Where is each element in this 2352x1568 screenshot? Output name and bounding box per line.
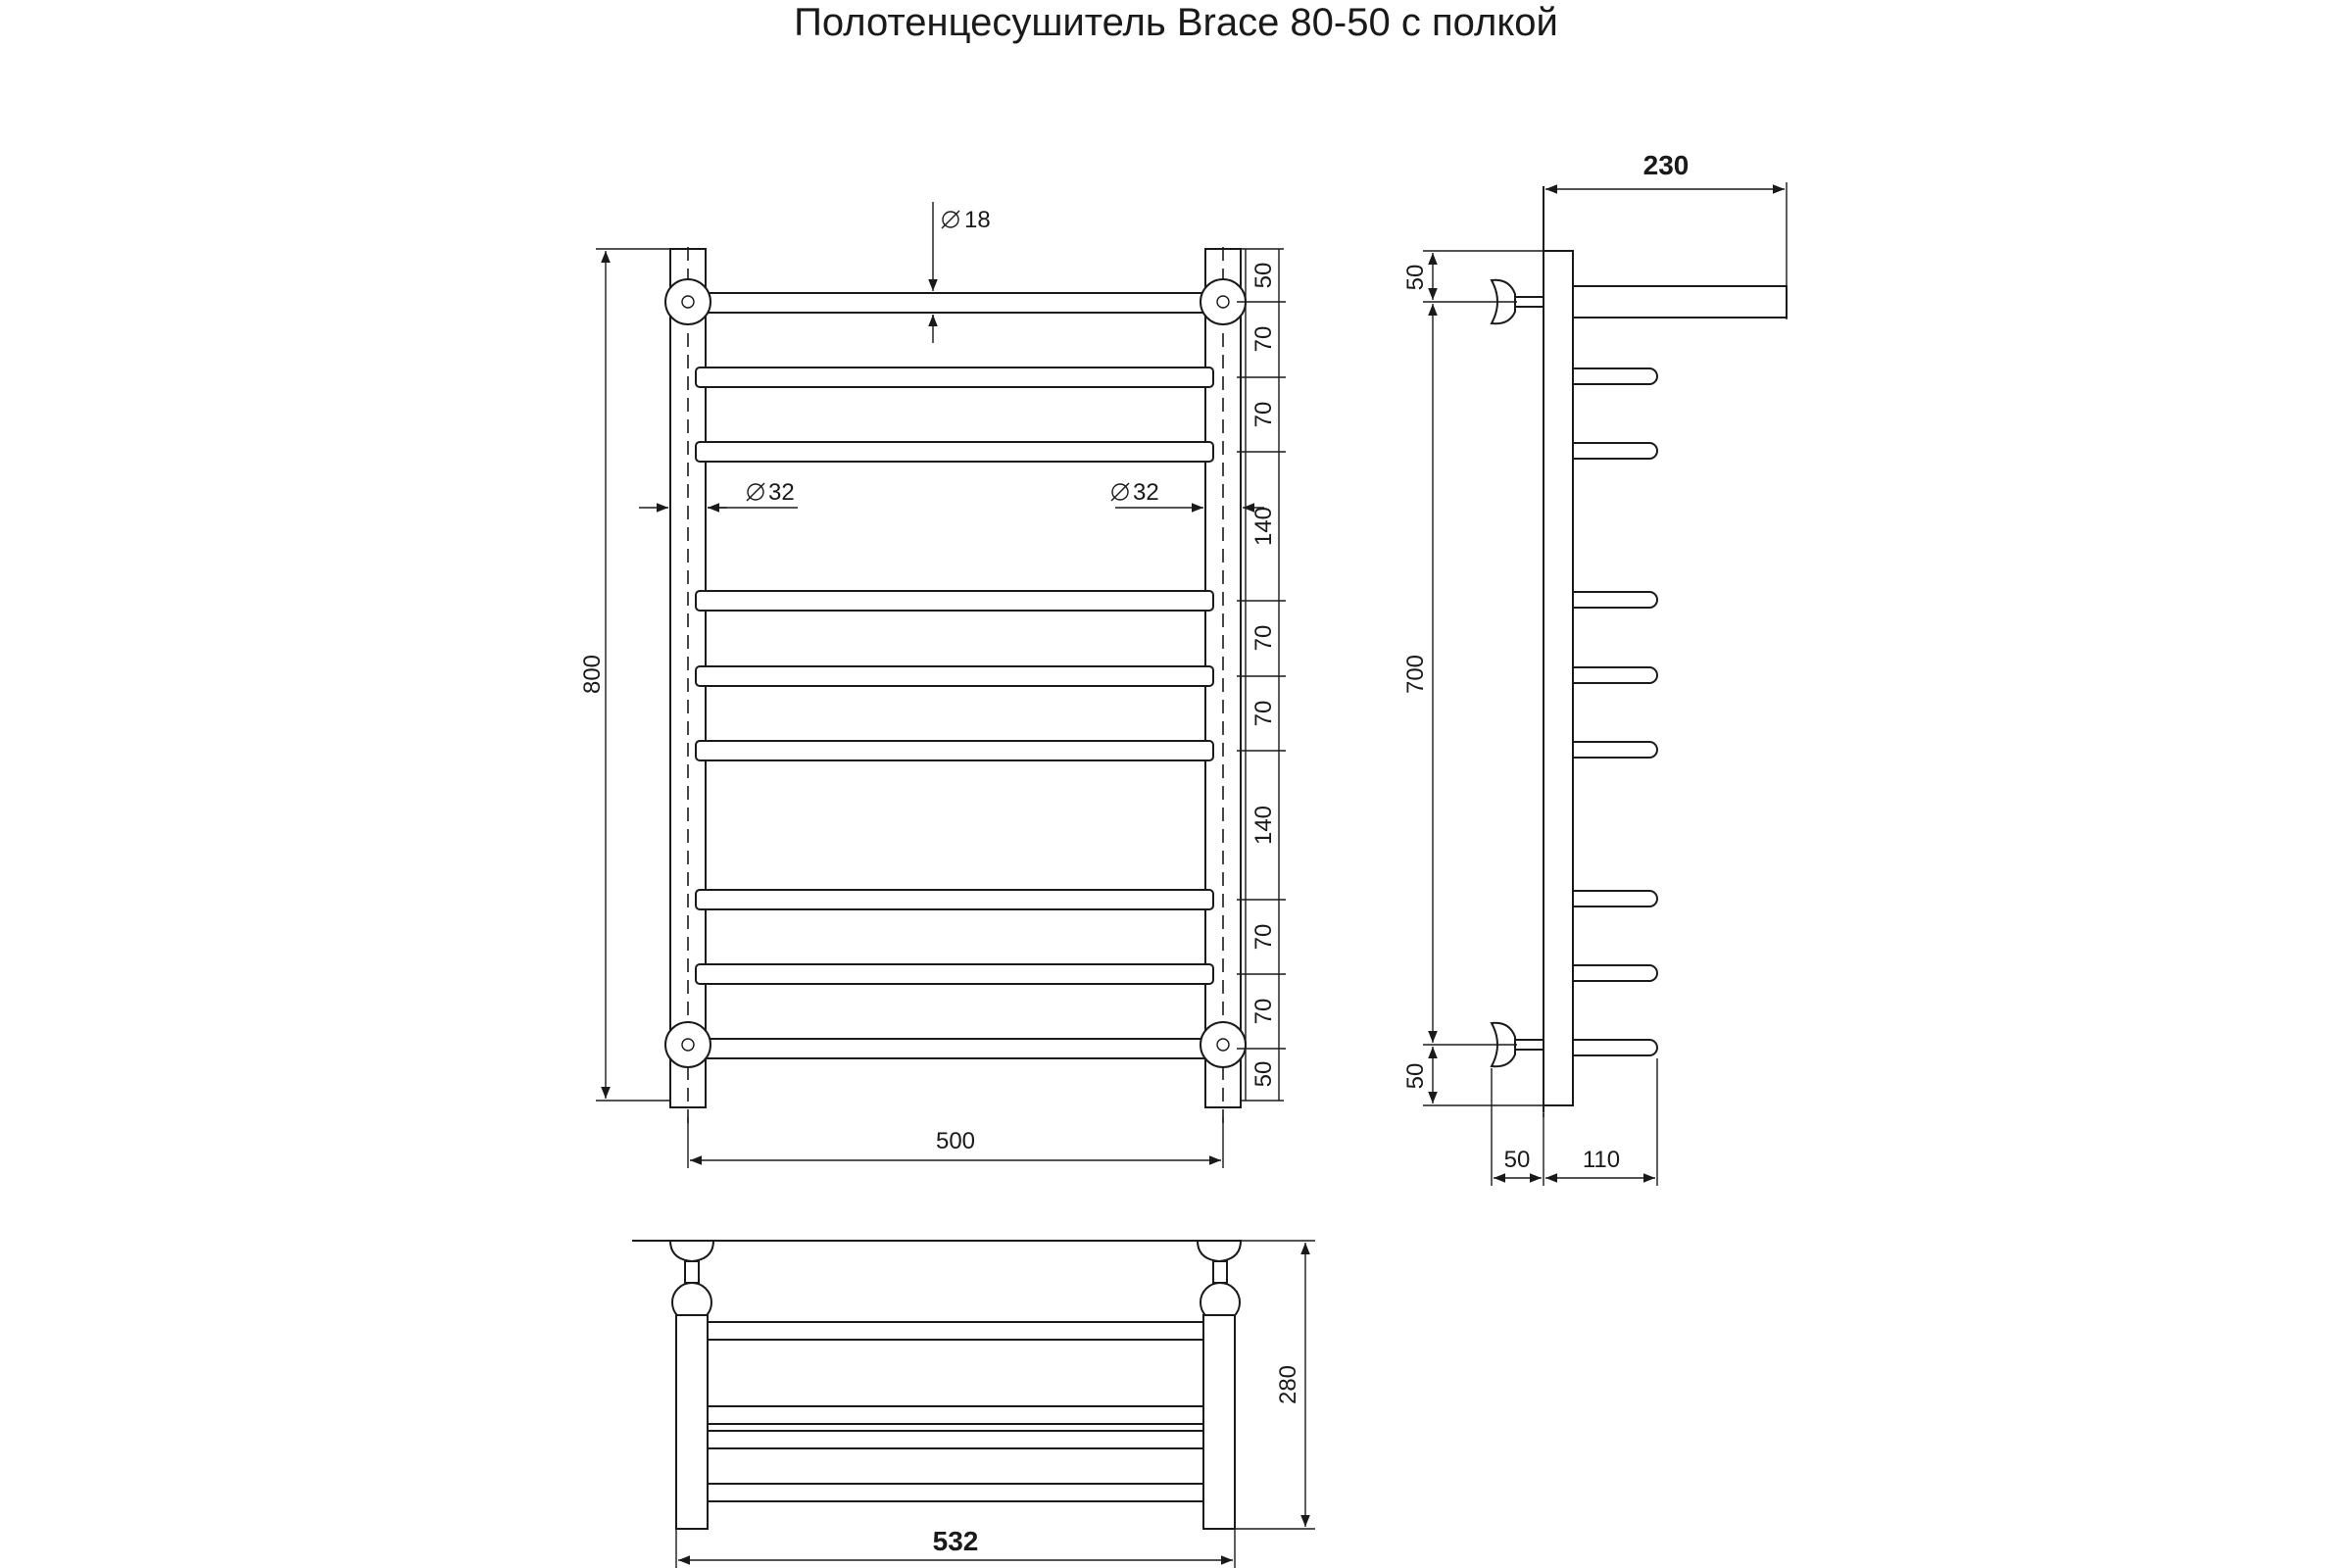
rail-diameter-label: 18: [964, 207, 991, 233]
top-width-label: 532: [932, 1526, 979, 1556]
spacing-label: 50: [1250, 1060, 1277, 1088]
spacing-label: 50: [1250, 262, 1277, 289]
diameter-icon: [1111, 483, 1129, 501]
rail-8: [696, 964, 1213, 984]
shelf-bar: [708, 1484, 1203, 1501]
rail-7: [696, 890, 1213, 909]
front-rails: [696, 293, 1213, 1058]
rail-1: [696, 293, 1213, 313]
rail-5: [696, 666, 1213, 686]
rail-9: [696, 1039, 1213, 1058]
spacing-label: 70: [1250, 700, 1277, 727]
right-post-diameter-label: 32: [1133, 479, 1159, 506]
side-depth-label: 230: [1642, 150, 1690, 180]
spacing-label: 140: [1250, 506, 1277, 547]
shelf: [1573, 286, 1787, 318]
shelf-bar: [708, 1322, 1203, 1340]
rail-4: [696, 591, 1213, 611]
rail-2: [696, 368, 1213, 387]
top-depth-label: 280: [1275, 1364, 1301, 1405]
diameter-icon: [942, 211, 959, 228]
spacing-label: 70: [1250, 624, 1277, 652]
spacing-label: 70: [1250, 998, 1277, 1025]
rail-6: [696, 741, 1213, 760]
side-post: [1544, 251, 1573, 1105]
top-side-bar-right: [1203, 1315, 1235, 1529]
front-view: [579, 202, 1286, 1168]
side-view: [1402, 150, 1787, 1186]
diameter-icon: [747, 483, 764, 501]
shelf-bar: [708, 1431, 1203, 1448]
side-bottom-offset-label: 50: [1402, 1062, 1429, 1090]
rail-3: [696, 442, 1213, 462]
side-top-offset-label: 50: [1402, 264, 1429, 291]
top-side-bar-left: [676, 1315, 708, 1529]
spacing-chain: [1237, 249, 1286, 1101]
side-height-label: 700: [1402, 654, 1429, 695]
spacing-label: 70: [1250, 923, 1277, 951]
side-rails: [1573, 368, 1657, 1055]
shelf-bar: [708, 1406, 1203, 1424]
left-post-diameter-label: 32: [768, 479, 795, 506]
front-width-label: 500: [935, 1128, 976, 1154]
front-height-label: 800: [579, 654, 606, 695]
page-title: Полотенцесушитель Brace 80-50 с полкой: [794, 1, 1558, 44]
spacing-label: 70: [1250, 325, 1277, 353]
side-wall-offset-label: 50: [1503, 1147, 1531, 1173]
spacing-label: 140: [1250, 805, 1277, 846]
side-rail-depth-label: 110: [1582, 1147, 1621, 1173]
top-view: [632, 1241, 1315, 1568]
spacing-label: 70: [1250, 401, 1277, 428]
